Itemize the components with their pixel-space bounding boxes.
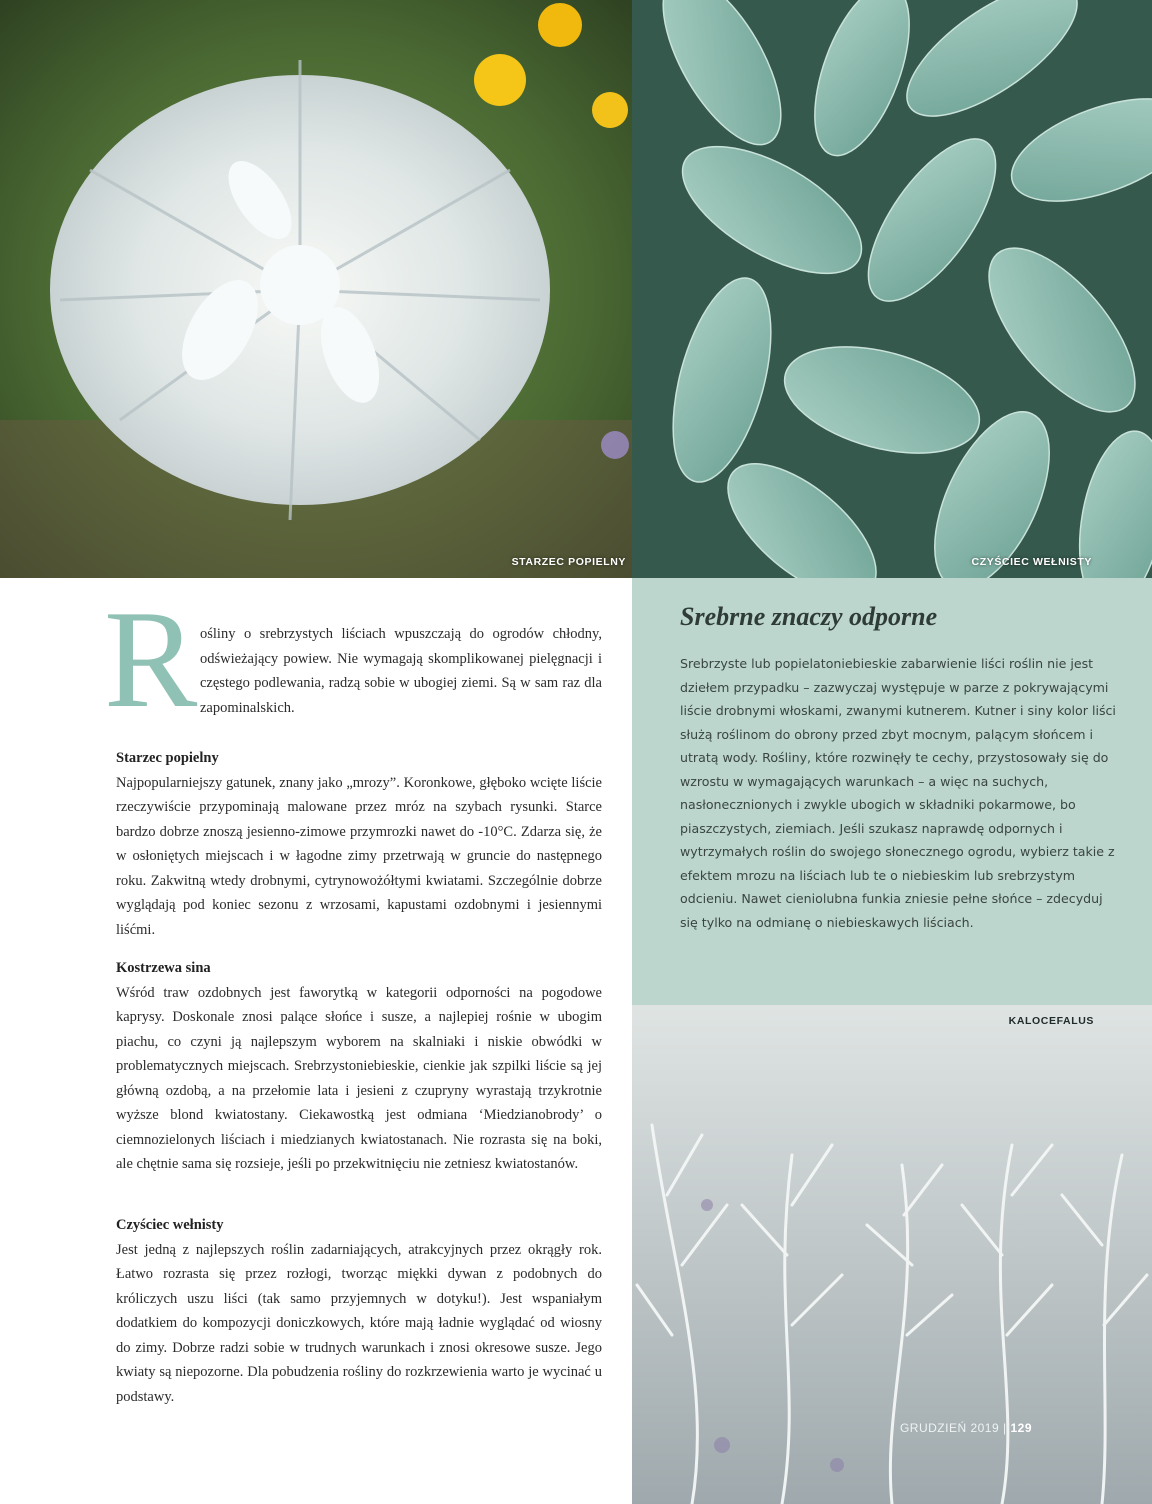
starzec-illustration — [0, 0, 632, 578]
section-text: Najpopularniejszy gatunek, znany jako „mrozy”. Koronkowe, głęboko wcięte liście rzeczywiście przypominają malowane przez mróz na szybach rysunki. Starce bardzo dobrze znoszą jesienno-zimowe przymrozki nawet do -10°C. Zdarza się, że w osłoniętych miejscach i w łagodne zimy przetrwają w gruncie do następnego roku. Zakwitną wtedy drobnymi, cytrynowożółtymi kwiatami. Szczególnie dobrze wyglądają pod koniec sezonu z wrzosami, kapustami ozdobnymi i jesiennymi liśćmi. — [116, 774, 602, 938]
section-heading: Kostrzewa sina — [116, 960, 211, 976]
sidebar-box — [632, 578, 1152, 1005]
photo-caption-starzec: STARZEC POPIELNY — [511, 556, 626, 568]
page-footer — [900, 1421, 1032, 1435]
sidebar-text: Srebrzyste lub popielatoniebieskie zabarwienie liści roślin nie jest dziełem przypadku – zazwyczaj występuje w parze z pokrywającymi liście drobnymi włoskami, zwanymi kutnerem. Kutner i siny kolor liści służą roślinom do obrony przed zbyt mocnym, palącym słońcem i utratą wody. Rośliny, które rozwinęły te cechy, przystosowały się do wzrostu w wymagających warunkach – a więc na suchych, nasłonecznionych i zwykle ubogich w składniki pokarmowe, bo piaszczystych, ziemiach. Jeśli szukasz naprawdę odpornych i wytrzymałych roślin do swojego słonecznego ogrodu, wybierz takie z efektem mrozu na liściach lub te o niebieskim lub srebrzystym odcieniu. Nawet cieniolubna funkia zniesie pełne słońce – zdecyduj się tylko na odmianę o niebieskawych liściach. — [680, 656, 1116, 930]
section-text: Jest jedną z najlepszych roślin zadarniających, atrakcyjnych przez okrągły rok. Łatwo rozrasta się przez rozłogi, tworząc miękki dywan z podobnych do króliczych uszu liści (tak samo przyjemnych w dotyku!). Jest wspaniałym dodatkiem do kompozycji doniczkowych, które mają ładnie wyglądać od wiosny do zimy. Dobrze radzi sobie w trudnych warunkach i znosi okresowe susze. Jego kwiaty są niepozorne. Dla pobudzenia rośliny do rozkrzewienia warto je wycinać u podstawy. — [116, 1241, 602, 1405]
article-intro: ośliny o srebrzystych liściach wpuszczają do ogrodów chłodny, odświeżający powiew. Nie wymagają skomplikowanej pielęgnacji i częstego podlewania, radzą sobie w ubogiej ziemi. Są w sam raz dla zapominalskich. — [200, 626, 602, 716]
photo-kalocefalus — [632, 1005, 1152, 1504]
photo-starzec-popielny — [0, 0, 632, 578]
photo-caption-kalocefalus: KALOCEFALUS — [1008, 1015, 1094, 1027]
footer-issue: GRUDZIEŃ 2019 — [899, 1421, 1000, 1435]
czysciec-illustration — [632, 0, 1152, 578]
footer-separator: | — [1003, 1421, 1007, 1435]
section-text: Wśród traw ozdobnych jest faworytką w kategorii odporności na pogodowe kaprysy. Doskonale znosi palące słońce i susze, a najlepiej rośnie w ubogim piachu, co czyni ją najlepszym wyborem na skalniaki i niskie obwódki w problematycznych miejscach. Srebrzystoniebieskie, cienkie jak szpilki liście są jej główną ozdobą, a na przełomie lata i jesieni z czupryny wyrastają trzykrotnie wyższe blond kwiatostany. Ciekawostką jest odmiana ‘Miedzianobrody’ o ciemnozielonych liściach i miedzianych kwiatostanach. Nie rozrasta się na boki, ale chętnie sama się rozsieje, jeśli po przekwitnięciu nie zetniesz kwiatostanów. — [116, 984, 602, 1172]
page-number: 129 — [1010, 1421, 1032, 1435]
article-body — [104, 582, 602, 1405]
sidebar-title: Srebrne znaczy odporne — [680, 602, 938, 631]
section-czysciec-welnisty — [116, 1213, 602, 1409]
section-starzec-popielny — [116, 746, 602, 942]
dropcap: R — [104, 582, 198, 737]
kalocefalus-illustration — [632, 1005, 1152, 1504]
photo-czysciec-welnisty — [632, 0, 1152, 578]
section-kostrzewa-sina — [116, 956, 602, 1177]
photo-caption-czysciec: CZYŚCIEC WEŁNISTY — [971, 556, 1092, 568]
section-heading: Czyściec wełnisty — [116, 1217, 224, 1233]
section-heading: Starzec popielny — [116, 750, 219, 766]
